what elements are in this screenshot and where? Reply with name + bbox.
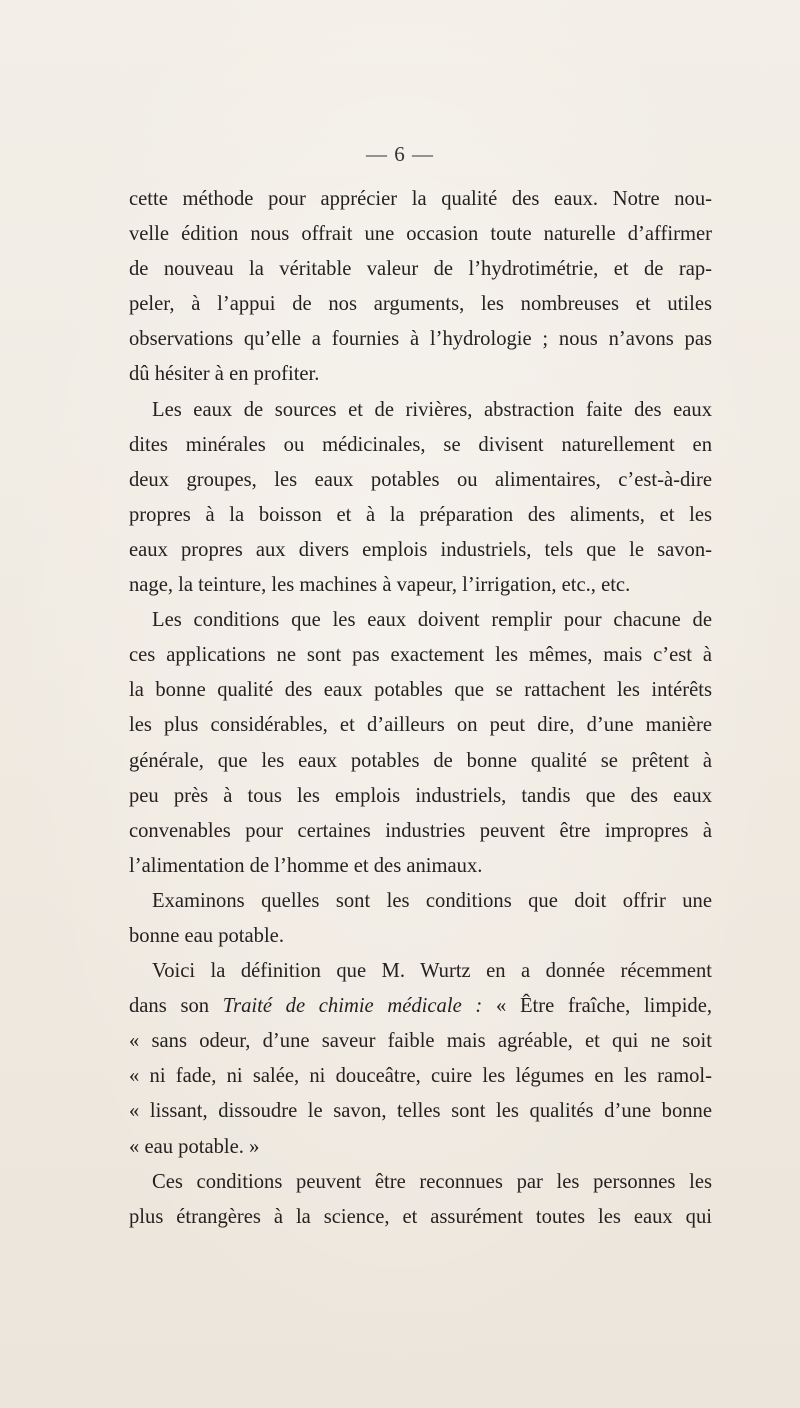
text-line: peler, à l’appui de nos arguments, les nombreuses et utiles <box>129 293 712 316</box>
text-line: dites minérales ou médicinales, se divisent naturellement en <box>129 433 712 456</box>
text-line: « ni fade, ni salée, ni douceâtre, cuire les légumes en les ramol- <box>129 1065 712 1088</box>
text-line: Examinons quelles sont les conditions que doit offrir une <box>152 889 712 912</box>
text-segment: dans son <box>129 995 223 1018</box>
text-line: l’alimentation de l’homme et des animaux. <box>129 854 483 877</box>
text-line: de nouveau la véritable valeur de l’hydrotimétrie, et de rap- <box>129 258 712 281</box>
text-line: eaux propres aux divers emplois industriels, tels que le savon- <box>129 538 712 561</box>
text-line: peu près à tous les emplois industriels, tandis que des eaux <box>129 784 712 807</box>
text-line: dû hésiter à en profiter. <box>129 363 320 386</box>
text-line: convenables pour certaines industries peuvent être impropres à <box>129 819 712 842</box>
text-line: bonne eau potable. <box>129 924 284 947</box>
text-line: propres à la boisson et à la préparation des aliments, et les <box>129 503 712 526</box>
book-title: Traité de chimie médicale : <box>222 995 483 1018</box>
body-text <box>129 182 712 1235</box>
text-line: observations qu’elle a fournies à l’hydrologie ; nous n’avons pas <box>129 328 712 351</box>
text-line: « eau potable. » <box>129 1135 260 1158</box>
text-line: Les conditions que les eaux doivent remplir pour chacune de <box>152 609 712 632</box>
text-line: la bonne qualité des eaux potables que se rattachent les intérêts <box>129 679 712 702</box>
text-line: « sans odeur, d’une saveur faible mais agréable, et qui ne soit <box>129 1030 712 1053</box>
text-line: générale, que les eaux potables de bonne qualité se prêtent à <box>129 749 712 772</box>
text-line <box>129 989 712 1024</box>
text-line: « lissant, dissoudre le savon, telles sont les qualités d’une bonne <box>129 1100 712 1123</box>
text-line: ces applications ne sont pas exactement les mêmes, mais c’est à <box>129 644 712 667</box>
text-line: deux groupes, les eaux potables ou alimentaires, c’est-à-dire <box>129 468 712 491</box>
text-line: Voici la définition que M. Wurtz en a donnée récemment <box>152 960 712 983</box>
page-number: — 6 — <box>366 142 434 166</box>
text-segment: « Être fraîche, limpide, <box>482 995 713 1018</box>
text-line: les plus considérables, et d’ailleurs on peut dire, d’une manière <box>129 714 712 737</box>
text-line: cette méthode pour apprécier la qualité des eaux. Notre nou- <box>129 188 712 210</box>
text-line: Les eaux de sources et de rivières, abstraction faite des eaux <box>152 398 712 421</box>
text-line: nage, la teinture, les machines à vapeur, l’irrigation, etc., etc. <box>129 574 631 597</box>
text-line: Ces conditions peuvent être reconnues par les personnes les <box>152 1170 712 1193</box>
text-line: plus étrangères à la science, et assurément toutes les eaux qui <box>129 1205 712 1228</box>
text-line: velle édition nous offrait une occasion toute naturelle d’affirmer <box>129 223 712 246</box>
